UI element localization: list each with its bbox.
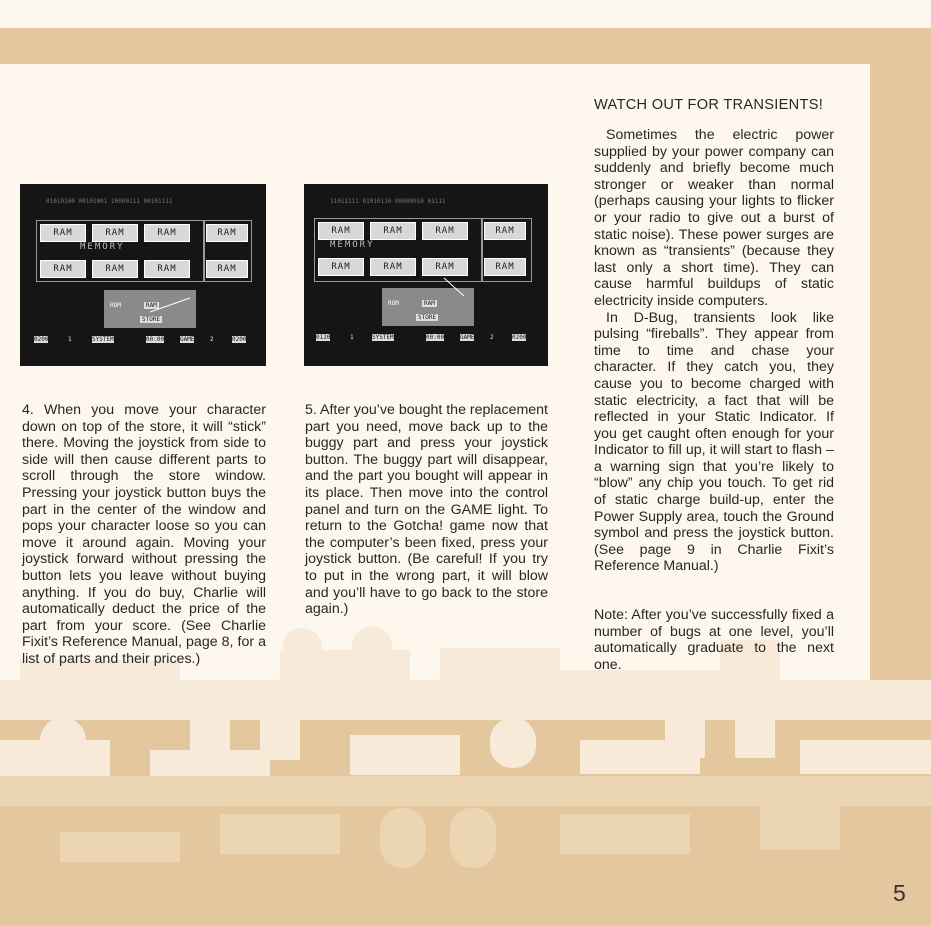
ram-chip: RAM xyxy=(422,258,468,276)
store-part-label: RAM xyxy=(424,300,435,307)
bottom-hud-lives: 1 xyxy=(350,334,354,341)
ram-chip: RAM xyxy=(206,224,248,242)
bottom-hud-score-right: 0200 xyxy=(512,334,527,341)
page-number: 5 xyxy=(893,880,906,906)
ram-chip: RAM xyxy=(40,260,86,278)
arrow-icon xyxy=(440,276,470,300)
bottom-hud-score-right: 0200 xyxy=(232,336,247,343)
ram-chip: RAM xyxy=(318,258,364,276)
store-rom-label: ROM xyxy=(110,302,121,309)
transients-paragraph-1: Sometimes the electric power supplied by your power company can suddenly and briefly become much stronger or weaker than normal (perhaps causing your lights to flicker or your radio to give out a burst of static noise). These power surges are known as “transients” (because they last only a short time). They can cause harmful buildups of static electricity inside computers. xyxy=(594,127,834,309)
store-part-label: RAM xyxy=(146,302,157,309)
transients-paragraph-2: In D-Bug, transients look like pulsing “fireballs”. They appear from time to time and chase your character. If they catch you, they cause you to become charged with static electricity, a fact that will be reflected in your Static Indicator. If you get caught often enough for your Indicator to fill up, it will start to flash – a warning sign that you’re likely to “blow” any chip you touch. To get rid of static charge build-up, enter the Power Supply area, touch the Ground symbol and press the joystick button. (See page 9 in Charlie Fixit’s Reference Manual.) xyxy=(594,309,834,575)
ram-chip: RAM xyxy=(370,258,416,276)
ram-chip: RAM xyxy=(422,222,468,240)
ram-chip: RAM xyxy=(144,224,190,242)
memory-label: MEMORY xyxy=(80,242,125,252)
ram-chip: RAM xyxy=(318,222,364,240)
bottom-hud-lives: 1 xyxy=(68,336,72,343)
level-note: Note: After you’ve successfully fixed a number of bugs at one level, you’ll automatically graduate to the next one. xyxy=(594,607,834,673)
bottom-hud-game: GAME xyxy=(460,334,475,341)
ram-chip: RAM xyxy=(40,224,86,242)
bottom-hud-game: GAME xyxy=(180,336,195,343)
bottom-hud-score-left: 0200 xyxy=(34,336,49,343)
bottom-hud-time: 00:00 xyxy=(426,334,445,341)
section-heading: WATCH OUT FOR TRANSIENTS! xyxy=(594,97,824,113)
ram-chip: RAM xyxy=(370,222,416,240)
bottom-hud-time: 00:00 xyxy=(146,336,165,343)
bottom-hud-level: 2 xyxy=(210,336,214,343)
ram-chip: RAM xyxy=(92,260,138,278)
store-label: STORE xyxy=(142,316,161,323)
game-screenshot-2 xyxy=(304,184,548,366)
ram-chip: RAM xyxy=(92,224,138,242)
screen-top-hud: 01010100 00101001 10000111 00101111 xyxy=(46,198,173,205)
step-4-text: 4. When you move your character down on top of the store, it will “stick” there. Moving the joystick from side to side will then cause different parts to scroll through the store window. Pressing your joystick button buys the part in the center of the window and pops your character loose so you can move it around again. Moving your joystick forward without pressing the button lets you leave without buying anything. If you do buy, Charlie will automatically deduct the price of the part from your score. (See Charlie Fixit’s Reference Manual, page 8, for a list of parts and their prices.) xyxy=(22,402,266,667)
arrow-icon xyxy=(146,296,196,316)
screen-top-hud: 11011111 01010110 00000010 01111 xyxy=(330,198,446,205)
game-screenshot-1 xyxy=(20,184,266,366)
store-label: STORE xyxy=(418,314,437,321)
ram-chip: RAM xyxy=(484,222,526,240)
column-transients xyxy=(594,127,834,673)
bottom-hud-system: SYSTEM xyxy=(372,334,394,341)
step-5-text: 5. After you’ve bought the replacement part you need, move back up to the buggy part and press your joystick button. The buggy part will disappear, and the part you bought will appear in its place. Then move into the control panel and turn on the GAME light. To return to the Gotcha! game now that the computer’s been fixed, press your joystick button. (Be careful! If you try to put in the wrong part, it will blow and you’ll have to go back to the store again.) xyxy=(305,402,548,618)
memory-label: MEMORY xyxy=(330,240,375,250)
bottom-hud-system: SYSTEM xyxy=(92,336,114,343)
store-rom-label: ROM xyxy=(388,300,399,307)
ram-chip: RAM xyxy=(484,258,526,276)
column-step-4 xyxy=(22,402,266,668)
bottom-hud-level: 2 xyxy=(490,334,494,341)
ram-chip: RAM xyxy=(144,260,190,278)
bottom-hud-score-left: 0120 xyxy=(316,334,331,341)
ram-chip: RAM xyxy=(206,260,248,278)
column-step-5 xyxy=(305,402,548,618)
